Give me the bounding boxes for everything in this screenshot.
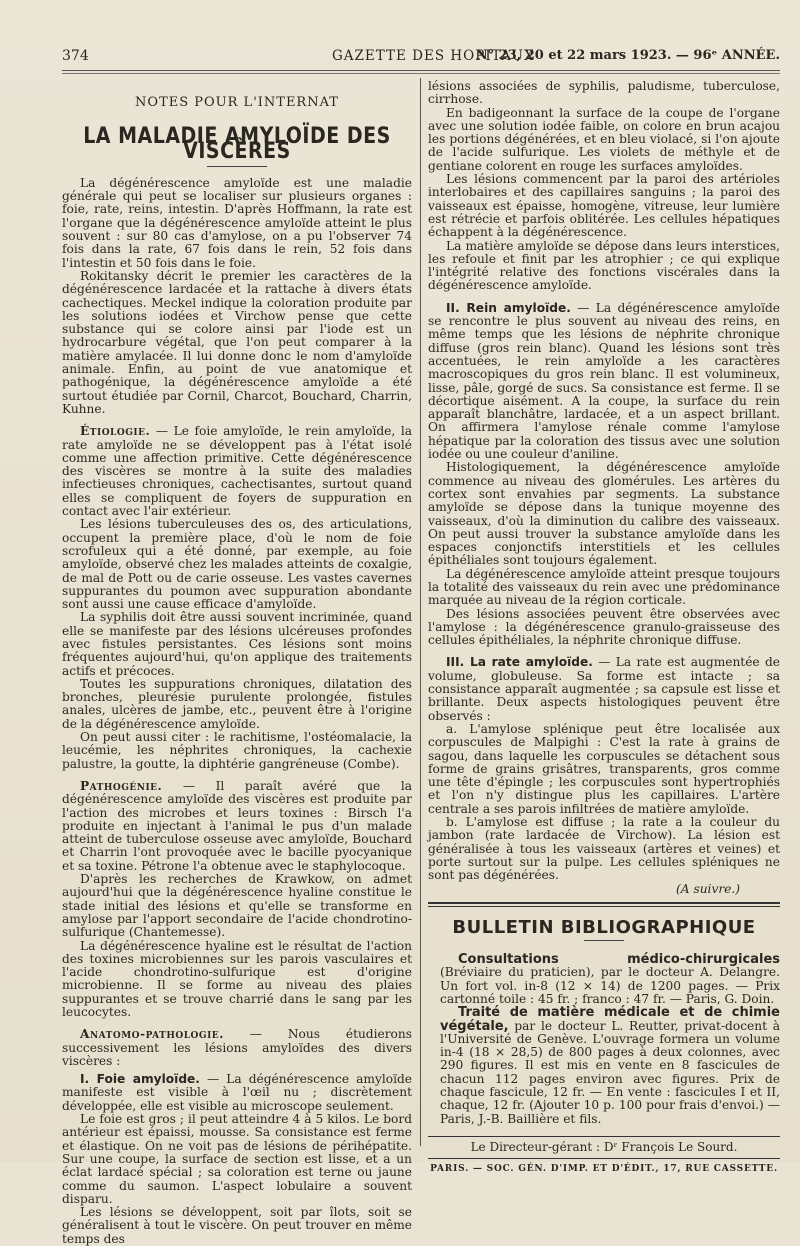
page-number: 374 <box>62 48 89 64</box>
left-column <box>62 90 412 1246</box>
heading-foie: I. Foie amyloïde. <box>80 1072 200 1087</box>
paragraph-hyaline: La dégénérescence hyaline est le résultat de l'action des toxines microbiennes sur les parois vasculaires et l'acide chondrotino-sulfurique est d'origine microbienne. Il se forme au niveau des plaies suppurantes et se trouve charrié dans le sang par les leucocytes. <box>62 938 412 1019</box>
paragraph-rein: II. Rein amyloïde. — La dégénérescence amyloïde se rencontre le plus souvent au niveau des reins, en même temps que les lésions de néphrite chronique diffuse (gros rein blanc). Quand les lésions sont très accentuées, le rein amyloïde a les caractères macroscopiques du gros rein blanc. Il est volumineux, lisse, pâle, gorgé de sucs. Sa consistance est ferme. Il se décortique aisément. A la coupe, la surface du rein apparaît blanchâtre, lardacée, et a un aspect brillant. On affirmera l'amylose rénale comme l'amylose hépatique par la coloration des tissus avec une solution iodée ou une couleur d'aniline. <box>428 300 780 462</box>
paragraph-history: Rokitansky décrit le premier les caractères de la dégénérescence lardacée et la rattache à divers états cachectiques. Meckel indique la coloration produite par les solutions iodées et Virchow pense que cette substance qui se colore ainsi par l'iode est un hydrocarbure végétal, que l'on peut comparer à la matière amylacée. Il lui donne donc le nom d'amyloïde animale. Enfin, au point de vue anatomique et pathogénique, la dégénérescence amyloïde a été surtout étudiée par Cornil, Charcot, Bouchard, Charrin, Kuhne. <box>62 268 412 416</box>
footer-rule <box>428 1136 780 1137</box>
book-1-title: Consultations médico-chirurgicales <box>458 952 780 968</box>
heading-etiologie: Étiologie. <box>80 424 151 439</box>
printer-line: PARIS. — SOC. GÉN. D'IMP. ET D'ÉDIT., 17, RUE CASSETTE. <box>430 1164 778 1175</box>
paragraph-citer: On peut aussi citer : le rachitisme, l'ostéomalacie, la leucémie, les néphrites chroniques, la cachexie palustre, la goutte, la diphtérie gangréneuse (Combe). <box>62 730 412 771</box>
bulletin-rule-thick <box>428 902 780 904</box>
paragraph-etiologie: Étiologie. — Le foie amyloïde, le rein amyloïde, la rate amyloïde ne se développent pas à l'état isolé comme une affection primitive. Cette dégénérescence des viscères se montre à la suite des maladies infectieuses chroniques, cachectisantes, surtout quand elles se compliquent de foyers de suppuration en contact avec l'air extérieur. <box>62 424 412 519</box>
book-entry-2: Traité de matière médicale et de chimie végétale, par le docteur L. Reutter, privat-docent à l'Université de Genève. L'ouvrage formera un volume in-4 (18 × 28,5) de 800 pages à deux colonnes, avec 290 figures. Il est mis en vente en 8 fascicules de chacun 112 pages environ avec figures. Prix de chaque fascicule, 12 fr. — En vente : fascicules I et II, chaque, 12 fr. (Ajouter 10 p. 100 pour frais d'envoi.) — Paris, J.-B. Baillière et fils. <box>440 1005 780 1126</box>
page-header <box>62 44 780 66</box>
header-rule <box>62 70 780 74</box>
paragraph-syphilis: La syphilis doit être aussi souvent incriminée, quand elle se manifeste par des lésions ulcéreuses profondes avec fistules persistantes. Ces lésions sont moins fréquentes aujourd'hui, qu'on applique des traitements actifs et précoces. <box>62 610 412 678</box>
column-separator <box>420 78 421 1146</box>
paragraph-pathogenie: Pathogénie. — Il paraît avéré que la dégénérescence amyloïde des viscères est produite par l'action des microbes et leurs toxines : Birsch l'a produite en injectant à l'animal le pus d'un malade atteint de tuberculose osseuse avec amyloïde, Bouchard et Charrin l'ont provoquée avec le bacille pyocyanique et sa toxine. Pétrone l'a obtenue avec le staphylocoque. <box>62 778 412 873</box>
paragraph-rate-b: b. L'amylose est diffuse ; la rate a la couleur du jambon (rate lardacée de Virchow). La lésion est généralisée à tous les vaisseaux (artères et veines) et porte surtout sur la pulpe. Les cellules spléniques ne sont pas dégénérées. <box>428 815 780 883</box>
paragraph-tuberculose: Les lésions tuberculeuses des os, des articulations, occupent la première place, d'où le nom de foie scrofuleux qui a été donné, par exemple, au foie amyloïde, observé chez les malades atteints de coxalgie, de mal de Pott ou de carie osseuse. Les vastes cavernes suppurantes du poumon avec suppuration abondante sont aussi une cause efficace d'amyloïde. <box>62 517 412 612</box>
paragraph-histologie: Histologiquement, la dégénérescence amyloïde commence au niveau des glomérules. Les artères du cortex sont envahies par segments. La substance amyloïde se dépose dans la tunique moyenne des vaisseaux, d'où la diminution du calibre des vaisseaux. On peut aussi trouver la substance amyloïde dans les espaces conjonctifs interstitiels et les cellules épithéliales sont toujours également. <box>428 460 780 568</box>
paragraph-rate-a: a. L'amylose splénique peut être localisée aux corpuscules de Malpighi : C'est la rate à grains de sagou, dans laquelle les corpuscules se détachent sous forme de grains grisâtres, transparents, gros comme une tête d'épingle ; les corpuscules sont hypertrophiés et l'on n'y distingue plus les capillaires. L'artère centrale a ses parois infiltrées de matière amyloïde. <box>428 721 780 816</box>
heading-rate: III. La rate amyloïde. <box>446 655 593 670</box>
book-2-title: Traité de matière médicale et de chimie végétale, <box>440 1005 780 1034</box>
paragraph-suppurations: Toutes les suppurations chroniques, dilatation des bronches, pleurésie purulente prolongée, fistules anales, ulcères de jambe, etc., peuvent être à l'origine de la dégénérescence amyloïde. <box>62 676 412 731</box>
heading-rein: II. Rein amyloïde. <box>446 300 571 315</box>
director-line: Le Directeur-gérant : Dʳ François Le Sourd. <box>470 1139 738 1154</box>
heading-pathogenie: Pathogénie. <box>80 778 163 793</box>
paragraph-rate: III. La rate amyloïde. — La rate est augmentée de volume, globuleuse. Sa forme est intacte ; sa consistance apparaît augmentée ; sa capsule est lisse et brillante. Deux aspects histologiques peuvent être observés : <box>428 655 780 723</box>
title-rule <box>207 166 267 167</box>
section-kicker: NOTES POUR L'INTERNAT <box>135 95 339 110</box>
heading-anatomo: Anatomo-pathologie. <box>80 1027 224 1042</box>
paragraph-krawkow: D'après les recherches de Krawkow, on admet aujourd'hui que la dégénérescence hyaline constitue le stade initial des lésions et qu'elle se transforme en amylose par l'apport secondaire de l'acide chondrotino-sulfurique (Chantemesse). <box>62 872 412 940</box>
book-entry-1: Consultations médico-chirurgicales (Bréviaire du praticien), par le docteur A. Delangre. Un fort vol. in-8 (12 × 14) de 1200 pages. — Prix cartonné toile : 45 fr. ; franco : 47 fr. — Paris, G. Doin. <box>440 952 780 1006</box>
paragraph-associees: Des lésions associées peuvent être observées avec l'amylose : la dégénérescence granulo-graisseuse des cellules épithéliales, la néphrite chronique diffuse. <box>428 606 780 648</box>
article-title: LA MALADIE AMYLOÏDE DES VISCÈRES <box>83 123 391 165</box>
paragraph-foie-3: Les lésions se développent, soit par îlots, soit se généralisent à tout le viscère. On peut trouver en même temps des <box>62 1205 412 1246</box>
paragraph-badigeonnant: En badigeonnant la surface de la coupe de l'organe avec une solution iodée faible, on colore en brun acajou les portions dégénérées, et en bleu violacé, si l'on ajoute de l'acide sulfurique. Les violets de méthyle et de gentiane colorent en rouge les surfaces amyloïdes. <box>428 105 780 173</box>
paragraph-matiere: La matière amyloïde se dépose dans leurs interstices, les refoule et finit par les atrophier ; ce qui explique l'intégrité relative des fonctions viscérales dans la dégénérescence amyloïde. <box>428 238 780 293</box>
paragraph-lesions: Les lésions commencent par la paroi des artérioles interlobaires et des capillaires sanguins ; la paroi des vaisseaux est épaisse, homogène, vitreuse, leur lumière est rétrécie et parfois oblitérée. Les cellules hépatiques échappent à la dégénérescence. <box>428 172 780 240</box>
footer-rule-2 <box>428 1158 780 1159</box>
paragraph-foie: I. Foie amyloïde. — La dégénérescence amyloïde manifeste est visible à l'œil nu ; discrètement développée, elle est visible au microscope seulement. <box>62 1072 412 1113</box>
issue-info: N° 23, 20 et 22 mars 1923. — 96ᵉ ANNÉE. <box>475 48 780 63</box>
a-suivre: (A suivre.) <box>676 881 740 896</box>
bulletin-rule-thin <box>428 906 780 907</box>
paragraph-intro: La dégénérescence amyloïde est une maladie générale qui peut se localiser sur plusieurs organes : foie, rate, reins, intestin. D'après Hoffmann, la rate est l'organe que la dégénérescence amyloïde atteint le plus souvent : sur 80 cas d'amylose, on a pu l'observer 74 fois dans la rate, 67 fois dans le rein, 52 fois dans l'intestin et 50 fois dans le foie. <box>62 175 412 270</box>
paragraph-continued: lésions associées de syphilis, paludisme, tuberculose, cirrhose. <box>428 79 780 107</box>
journal-title: GAZETTE DES HOPITAUX <box>332 48 535 64</box>
right-column <box>428 80 780 1177</box>
paragraph-atteint: La dégénérescence amyloïde atteint presque toujours la totalité des vaisseaux du rein avec une prédominance marquée au niveau de la région corticale. <box>428 566 780 608</box>
paragraph-foie-2: Le foie est gros ; il peut atteindre 4 à 5 kilos. Le bord antérieur est épaissi, mousse. Sa consistance est ferme et élastique. On ne voit pas de lésions de périhépatite. Sur une coupe, la surface de section est lisse, et a un éclat lardacé spécial ; sa coloration est terne ou jaune comme du saumon. L'aspect lobulaire a souvent disparu. <box>62 1112 412 1206</box>
paragraph-anatomo: Anatomo-pathologie. — Nous étudierons successivement les lésions amyloïdes des divers viscères : <box>62 1027 412 1068</box>
bulletin-title: BULLETIN BIBLIOGRAPHIQUE <box>452 916 756 938</box>
bulletin-title-rule <box>584 940 624 941</box>
